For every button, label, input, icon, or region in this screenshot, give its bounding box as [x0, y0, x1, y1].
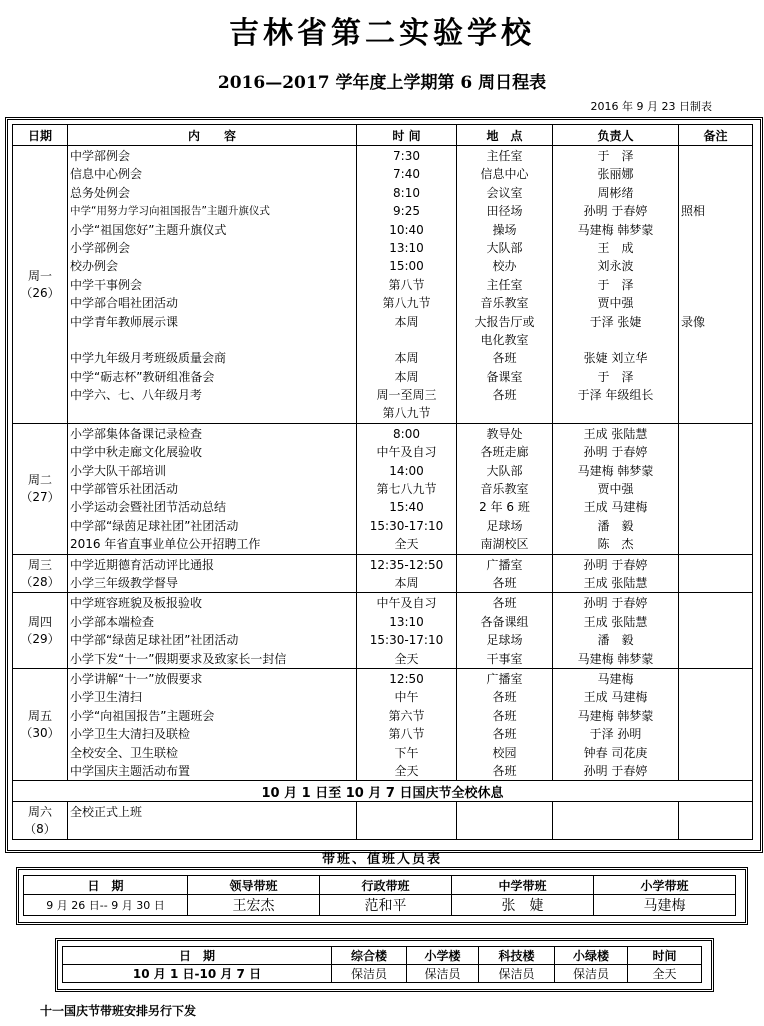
- event-time: 本周: [394, 575, 419, 590]
- event-time: 13:10: [389, 614, 424, 629]
- event-note: [681, 239, 750, 257]
- event-note-column: [679, 146, 753, 424]
- event-person-column: [553, 554, 679, 593]
- duty-primary: 马建梅: [594, 895, 736, 916]
- event-note: [681, 517, 750, 535]
- footnote: 十一国庆节带班安排另行下发: [40, 1004, 197, 1018]
- event-time: 13:10: [389, 240, 424, 255]
- event-content-column: [68, 554, 357, 593]
- event-person: 王成 张陆慧: [583, 575, 648, 590]
- day-label: 周二: [27, 473, 52, 488]
- event-person: 于 泽: [597, 369, 634, 384]
- holiday-notice: 10 月 1 日至 10 月 7 日国庆节全校休息: [13, 781, 753, 802]
- duty-header: 小学带班: [594, 876, 736, 895]
- day-date: （30）: [20, 726, 60, 741]
- event-place-cont: [459, 404, 550, 422]
- event-note-column: [679, 668, 753, 780]
- schedule-subtitle: 2016—2017 学年度上学期第 6 周日程表: [217, 73, 547, 93]
- event-person: 钟春 司花庚: [583, 745, 648, 760]
- event-place: 广播室: [486, 671, 523, 686]
- day-row: [13, 593, 753, 669]
- event-place: 各班: [492, 575, 517, 590]
- event-person: 于泽 张婕: [589, 314, 642, 329]
- event-place: 校办: [492, 259, 517, 274]
- event-place: 音乐教室: [480, 482, 529, 497]
- event-person: 于泽 孙明: [589, 727, 642, 742]
- event-place: 主任室: [486, 149, 523, 163]
- event-note: [681, 574, 750, 592]
- event-content: 中学部例会: [70, 149, 131, 163]
- day-row: [13, 554, 753, 593]
- event-time: 8:00: [393, 426, 420, 441]
- event-time-cont: [359, 331, 454, 349]
- cleaning-header-row: [63, 947, 702, 965]
- day-row: [13, 423, 753, 554]
- event-time: 第八节: [388, 727, 425, 742]
- event-note: [681, 221, 750, 239]
- header-date: 日期: [13, 125, 68, 146]
- cleaning-table: [62, 946, 702, 983]
- day-cell: [13, 593, 68, 669]
- event-person: 马建梅 韩梦蒙: [577, 708, 654, 723]
- event-place: 广播室: [486, 557, 523, 572]
- day-date: （27）: [20, 490, 60, 505]
- event-note: [681, 294, 750, 312]
- cleaning-date: 10 月 1 日-10 月 7 日: [63, 965, 332, 983]
- event-person: 孙明 于春婷: [583, 557, 648, 572]
- event-time: 14:00: [389, 463, 424, 478]
- cleaning-time: 全天: [628, 965, 702, 983]
- duty-table-title: 带班、值班人员表: [321, 852, 442, 867]
- event-person-column: [553, 146, 679, 424]
- event-content: 小学卫生清扫: [70, 690, 143, 705]
- event-note: [681, 594, 750, 612]
- event-person: 潘 毅: [597, 633, 634, 648]
- event-place: 大队部: [486, 463, 523, 478]
- header-person: 负责人: [553, 125, 679, 146]
- event-note-column: [679, 593, 753, 669]
- event-time: 12:35-12:50: [369, 557, 444, 572]
- header-note: 备注: [679, 125, 753, 146]
- day-date: （26）: [20, 285, 60, 300]
- event-note: [681, 257, 750, 275]
- event-place: 田径场: [486, 204, 523, 219]
- event-person: [553, 802, 679, 840]
- event-place: 2 年 6 班: [479, 500, 530, 515]
- event-place: 音乐教室: [480, 296, 529, 311]
- duty-header: 日 期: [24, 876, 188, 895]
- event-time: 第七八九节: [376, 482, 437, 497]
- event-person: 陈 杰: [597, 537, 634, 552]
- event-person: 马建梅 韩梦蒙: [577, 222, 654, 237]
- day-cell: [13, 802, 68, 840]
- event-note: [681, 276, 750, 294]
- event-time: 10:40: [389, 222, 424, 237]
- event-person: 王成 马建梅: [583, 690, 648, 705]
- event-content: 中学干事例会: [70, 277, 143, 292]
- cleaning-cell: 保洁员: [479, 965, 555, 983]
- cleaning-header: 时间: [628, 947, 702, 965]
- event-content-column: [68, 668, 357, 780]
- event-person: 于 泽: [597, 277, 634, 292]
- saturday-row: [13, 802, 753, 840]
- event-time: 15:30-17:10: [369, 518, 444, 533]
- event-content: 中学九年级月考班级质量会商: [70, 351, 227, 366]
- event-time: 7:30: [393, 149, 420, 163]
- cleaning-header: 日 期: [63, 947, 332, 965]
- day-label: 周四: [27, 615, 52, 630]
- event-note: [681, 613, 750, 631]
- event-note: [681, 368, 750, 386]
- day-row: [13, 668, 753, 780]
- event-place: 大队部: [486, 240, 523, 255]
- event-note-cont: [681, 404, 750, 422]
- cleaning-header: 综合楼: [332, 947, 407, 965]
- day-cell: [13, 554, 68, 593]
- event-note: [681, 165, 750, 183]
- event-content-cont: [70, 331, 354, 349]
- event-place-column: [457, 146, 553, 424]
- event-place: 各班: [492, 596, 517, 611]
- cleaning-row: [63, 965, 702, 983]
- event-note: [681, 744, 750, 762]
- day-date: （8）: [24, 822, 56, 837]
- cleaning-frame: [55, 938, 714, 992]
- event-content: 小学大队干部培训: [70, 463, 167, 478]
- event-content: 小学部集体备课记录检查: [70, 426, 203, 441]
- event-content: 小学部例会: [70, 240, 131, 255]
- event-content: 小学三年级教学督导: [70, 575, 179, 590]
- day-cell: [13, 146, 68, 424]
- event-time: 15:00: [389, 259, 424, 274]
- event-place-cont: 电化教室: [480, 332, 529, 347]
- event-place: 各班: [492, 351, 517, 366]
- event-content: 中学青年教师展示课: [70, 314, 179, 329]
- event-note: [681, 650, 750, 668]
- event-place: 各班: [492, 690, 517, 705]
- day-label: 周六: [27, 805, 52, 820]
- event-time: [357, 802, 457, 840]
- header-place: 地 点: [457, 125, 553, 146]
- cleaning-cell: 保洁员: [407, 965, 479, 983]
- event-content: 校办例会: [70, 259, 119, 274]
- event-person-cont: [555, 331, 676, 349]
- header-time: 时 间: [357, 125, 457, 146]
- cleaning-header: 小学楼: [407, 947, 479, 965]
- cleaning-header: 科技楼: [479, 947, 555, 965]
- event-note: [681, 425, 750, 443]
- event-person: 王成 张陆慧: [583, 614, 648, 629]
- event-content: 小学运动会暨社团节活动总结: [70, 500, 227, 515]
- day-date: （28）: [20, 574, 60, 589]
- event-content: 中学部“绿茵足球社团”社团活动: [70, 633, 239, 648]
- duty-date: 9 月 26 日-- 9 月 30 日: [24, 895, 188, 916]
- event-person: 孙明 于春婷: [583, 445, 648, 460]
- event-time-column: [357, 593, 457, 669]
- event-time: 全天: [394, 651, 419, 666]
- event-content-cont: [70, 404, 354, 422]
- duty-middle: 张 婕: [452, 895, 594, 916]
- event-place-column: [457, 423, 553, 554]
- event-content-column: [68, 423, 357, 554]
- event-time: 12:50: [389, 671, 424, 686]
- event-person: 王 成: [597, 240, 634, 255]
- event-place: 信息中心: [480, 167, 529, 182]
- event-content: 中学部管乐社团活动: [70, 482, 179, 497]
- event-note: [681, 762, 750, 780]
- event-time: 本周: [394, 351, 419, 366]
- event-place: 各备课组: [480, 614, 529, 629]
- cleaning-cell: 保洁员: [555, 965, 628, 983]
- duty-frame: [16, 867, 748, 925]
- event-note: [681, 147, 750, 165]
- day-date: （29）: [20, 632, 60, 647]
- event-time-column: [357, 554, 457, 593]
- schedule-table: [12, 124, 753, 840]
- event-content-column: [68, 146, 357, 424]
- event-note: [681, 725, 750, 743]
- schedule-frame: [5, 117, 763, 853]
- duty-header-row: [24, 876, 736, 895]
- event-content: 中学“用努力学习向祖国报告”主题升旗仪式: [70, 205, 270, 218]
- event-note: [681, 184, 750, 202]
- event-person-column: [553, 593, 679, 669]
- event-time-column: [357, 423, 457, 554]
- event-time: 下午: [394, 745, 419, 760]
- event-time: 7:40: [393, 167, 420, 182]
- event-person: 孙明 于春婷: [583, 204, 648, 219]
- event-content: 中学国庆主题活动布置: [70, 763, 191, 778]
- event-time: 全天: [394, 763, 419, 778]
- day-row: [13, 146, 753, 424]
- event-note: [681, 707, 750, 725]
- event-time: 第八节: [388, 277, 425, 292]
- event-person: 王成 张陆慧: [583, 426, 648, 441]
- event-place: 大报告厅或: [474, 314, 535, 329]
- event-place: 会议室: [486, 185, 523, 200]
- schedule-header-row: [13, 125, 753, 146]
- date-made: 2016 年 9 月 23 日制表: [590, 100, 712, 113]
- event-time: 15:40: [389, 500, 424, 515]
- duty-header: 领导带班: [188, 876, 320, 895]
- event-time: 本周: [394, 369, 419, 384]
- event-time: 本周: [394, 314, 419, 329]
- event-content: 小学讲解“十一”放假要求: [70, 671, 203, 686]
- event-person: 马建梅 韩梦蒙: [577, 651, 654, 666]
- event-note-cont: [681, 331, 750, 349]
- event-place-column: [457, 668, 553, 780]
- event-time: 第六节: [388, 708, 425, 723]
- duty-leader: 王宏杰: [188, 895, 320, 916]
- event-place: 各班: [492, 763, 517, 778]
- event-time: 15:30-17:10: [369, 633, 444, 648]
- day-label: 周一: [27, 268, 52, 283]
- event-time: 全天: [394, 537, 419, 552]
- event-note: [681, 462, 750, 480]
- event-note: [681, 349, 750, 367]
- event-place: 教导处: [486, 426, 523, 441]
- event-place: 备课室: [486, 369, 523, 384]
- event-place: 足球场: [486, 633, 523, 648]
- event-note-column: [679, 554, 753, 593]
- event-note-column: [679, 423, 753, 554]
- event-person: 马建梅 韩梦蒙: [577, 463, 654, 478]
- event-person: 潘 毅: [597, 518, 634, 533]
- event-note: [681, 535, 750, 553]
- event-place: 校园: [492, 745, 517, 760]
- event-content: 2016 年省直事业单位公开招聘工作: [70, 537, 261, 552]
- day-cell: [13, 423, 68, 554]
- header-content: 内 容: [68, 125, 357, 146]
- event-person: 张丽娜: [597, 167, 634, 182]
- event-time-column: [357, 146, 457, 424]
- event-person: 于泽 年级组长: [577, 388, 654, 403]
- event-note: 照相: [681, 204, 706, 219]
- event-place: 主任室: [486, 277, 523, 292]
- event-person: 于 泽: [597, 149, 634, 163]
- duty-admin: 范和平: [320, 895, 452, 916]
- event-note: [681, 670, 750, 688]
- page-title: 吉林省第二实验学校: [229, 16, 535, 51]
- day-label: 周三: [27, 557, 52, 572]
- event-person: 张婕 刘立华: [583, 351, 648, 366]
- day-label: 周五: [27, 709, 52, 724]
- event-time: 中午及自习: [376, 596, 437, 611]
- event-person-column: [553, 668, 679, 780]
- event-note: [681, 631, 750, 649]
- duty-header: 中学带班: [452, 876, 594, 895]
- event-time: 8:10: [393, 185, 420, 200]
- duty-row: [24, 895, 736, 916]
- event-note: [681, 443, 750, 461]
- content-text: 全校正式上班: [70, 805, 143, 820]
- event-content-column: [68, 593, 357, 669]
- event-person-column: [553, 423, 679, 554]
- event-note: [681, 498, 750, 516]
- event-note: [681, 480, 750, 498]
- event-content: 中学班容班貌及板报验收: [70, 596, 203, 611]
- event-content: 中学六、七、八年级月考: [70, 388, 203, 403]
- event-time-column: [357, 668, 457, 780]
- event-content: 小学“向祖国报告”主题班会: [70, 708, 215, 723]
- event-person: 孙明 于春婷: [583, 763, 648, 778]
- event-content: 中学部“绿茵足球社团”社团活动: [70, 518, 239, 533]
- event-content: 小学下发“十一”假期要求及致家长一封信: [70, 651, 287, 666]
- event-time: 中午及自习: [376, 445, 437, 460]
- event-time: 第八九节: [382, 296, 431, 311]
- event-place: 干事室: [486, 651, 523, 666]
- event-content: 中学近期德育活动评比通报: [70, 557, 215, 572]
- event-person: 孙明 于春婷: [583, 596, 648, 611]
- event-time: 中午: [394, 690, 419, 705]
- event-place: 各班: [492, 388, 517, 403]
- cleaning-header: 小绿楼: [555, 947, 628, 965]
- event-person: 刘永波: [597, 259, 634, 274]
- cleaning-cell: 保洁员: [332, 965, 407, 983]
- event-place: 南湖校区: [480, 537, 529, 552]
- event-content: 中学部合唱社团活动: [70, 296, 179, 311]
- event-person: 贾中强: [597, 296, 634, 311]
- event-place: 各班走廊: [480, 445, 529, 460]
- day-cell: [13, 668, 68, 780]
- event-person-cont: [555, 404, 676, 422]
- event-content: 中学“砺志杯”教研组准备会: [70, 369, 215, 384]
- event-content: [68, 802, 357, 840]
- event-place-column: [457, 593, 553, 669]
- holiday-row: [13, 781, 753, 802]
- event-place: 足球场: [486, 518, 523, 533]
- event-note: 录像: [681, 314, 706, 329]
- event-person: 王成 马建梅: [583, 500, 648, 515]
- event-note: [681, 556, 750, 574]
- event-note: [681, 386, 750, 404]
- event-time: 周一至周三: [376, 388, 437, 403]
- duty-header: 行政带班: [320, 876, 452, 895]
- event-person: 贾中强: [597, 482, 634, 497]
- event-content: 小学部本端检查: [70, 614, 155, 629]
- duty-table: [23, 875, 736, 916]
- event-place-column: [457, 554, 553, 593]
- event-time-cont: 第八九节: [382, 406, 431, 421]
- event-note: [681, 688, 750, 706]
- event-place: 各班: [492, 708, 517, 723]
- event-content: 小学“祖国您好”主题升旗仪式: [70, 222, 227, 237]
- event-person: 周彬绪: [597, 185, 634, 200]
- event-content: 小学卫生大清扫及联检: [70, 727, 191, 742]
- event-place: [457, 802, 553, 840]
- event-content: 全校安全、卫生联检: [70, 745, 179, 760]
- event-content: 总务处例会: [70, 185, 131, 200]
- event-content: 信息中心例会: [70, 167, 143, 182]
- event-place: 操场: [492, 222, 517, 237]
- event-note: [679, 802, 753, 840]
- event-person: 马建梅: [597, 671, 634, 686]
- event-place: 各班: [492, 727, 517, 742]
- event-content: 中学中秋走廊文化展验收: [70, 445, 203, 460]
- event-time: 9:25: [393, 204, 420, 219]
